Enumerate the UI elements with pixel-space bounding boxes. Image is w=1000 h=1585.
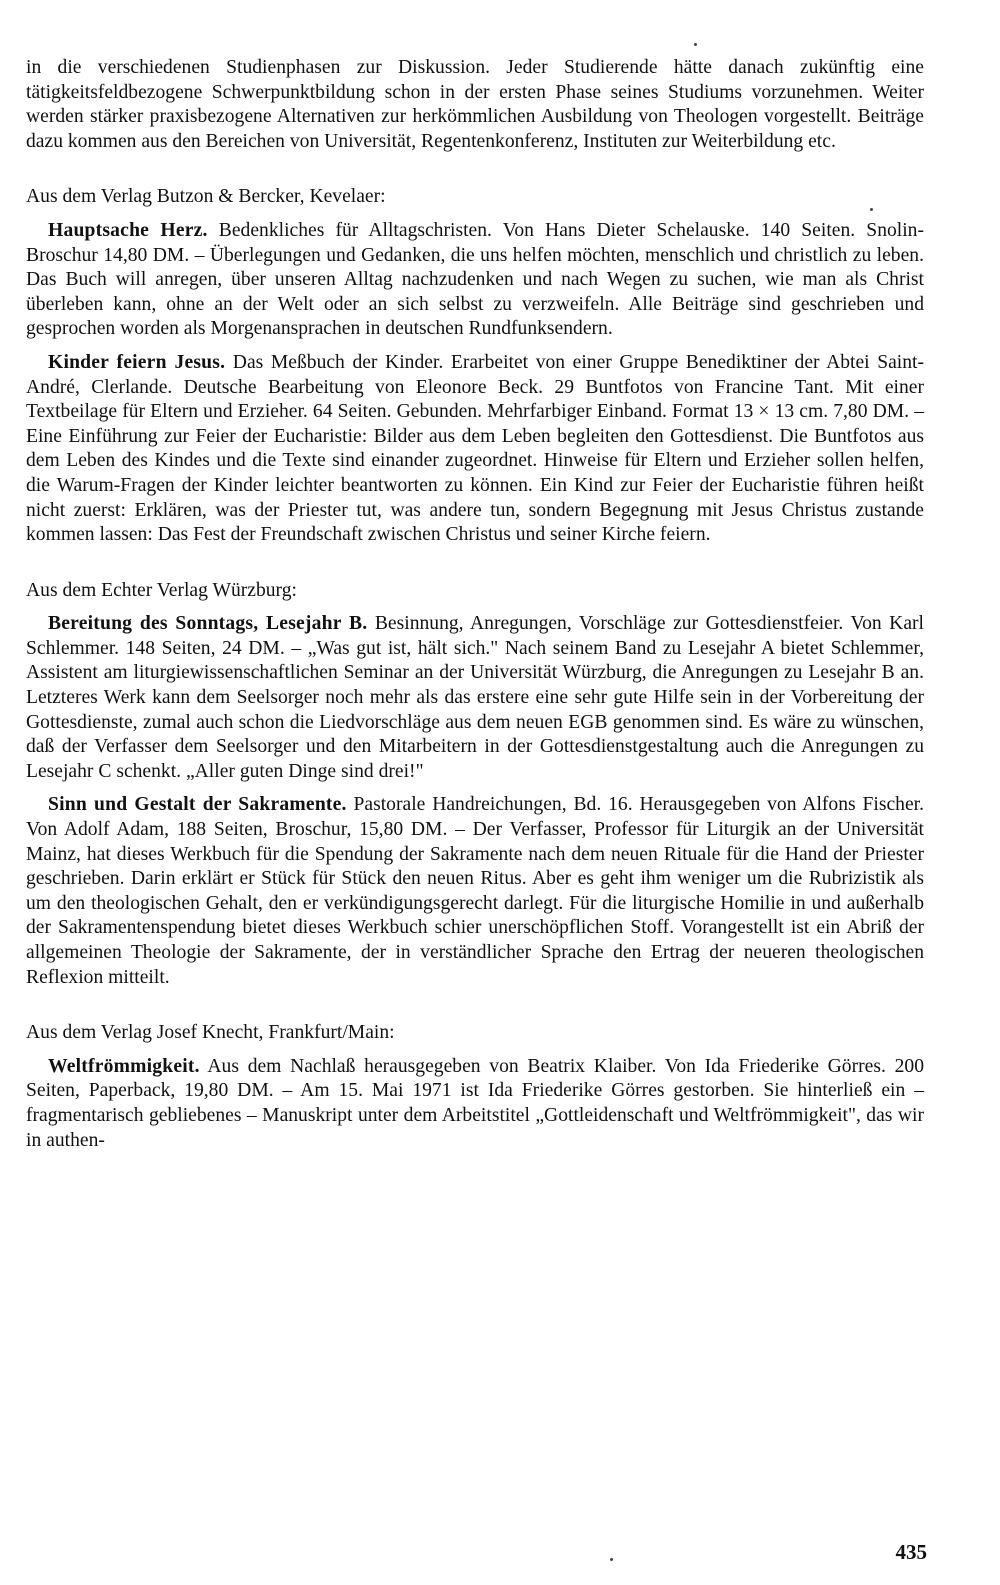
scan-speck — [610, 1558, 613, 1561]
review-title: Sinn und Gestalt der Sakramente. — [48, 794, 347, 816]
review-body: Pastorale Handreichungen, Bd. 16. Herausgegeben von Alfons Fischer. Von Adolf Adam, 188 Seiten, Broschur, 15,80 DM. – Der Verfasser, Professor für Liturgik an der Universität Mainz, hat dieses Werkbuch für die Spendung der Sakramente nach dem neuen Rituale für die Hand der Priester geschrieben. Darin erklärt er Stück für Stück den neuen Ritus. Aber es geht ihm weniger um die Rubrizistik als um den theologischen Gehalt, den er verkündigungsgerecht darlegt. Für die liturgische Homilie in und außerhalb der Sakramentenspendung bietet dieses Werkbuch schier unerschöpflichen Stoff. Vorangestellt ist ein Abriß der allgemeinen Theologie der Sakramente, der in verständlicher Sprache den Ertrag der neueren theologischen Reflexion mitteilt. — [26, 794, 925, 988]
publisher-heading-butzon-bercker: Aus dem Verlag Butzon & Bercker, Kevelaer: — [26, 186, 386, 208]
review-title: Hauptsache Herz. — [48, 219, 208, 241]
review-body: Besinnung, Anregungen, Vorschläge zur Gottesdienstfeier. Von Karl Schlemmer. 148 Seiten, 24 DM. – „Was gut ist, hält sich." Nach seinem Band zu Lesejahr A bietet Schlemmer, Assistent am liturgiewissenschaftlichen Seminar an der Universität Würzburg, die Anregungen zu Lesejahr B an. Letzteres Werk kann dem Seelsorger noch mehr als das erstere eine sehr gute Hilfe sein in der Vorbereitung der Gottesdienste, zumal auch schon die Liedvorschläge aus dem neuen EGB genommen sind. Es wäre zu wünschen, daß der Verfasser dem Seelsorger und den Mitarbeitern in der Gottesdienstgestaltung auch die Anregungen zu Lesejahr C schenkt. „Aller guten Dinge sind drei!" — [26, 613, 924, 782]
page-number: 435 — [895, 1540, 927, 1564]
review-sinn-und-gestalt — [26, 793, 924, 990]
review-body: Das Meßbuch der Kinder. Erarbeitet von einer Gruppe Benediktiner der Abtei Saint-André, Clerlande. Deutsche Bearbeitung von Eleonore Beck. 29 Buntfotos von Francine Tant. Mit einer Textbeilage für Eltern und Erzieher. 64 Seiten. Gebunden. Mehrfarbiger Einband. Format 13 × 13 cm. 7,80 DM. – Eine Einführung zur Feier der Eucharistie: Bilder aus dem Leben begleiten den Gottesdienst. Die Buntfotos aus dem Leben des Kindes und die Texte sind einander zugeordnet. Hinweise für Eltern und Erzieher sollen helfen, die Warum-Fragen der Kinder leichter beantworten zu können. Ein Kind zur Feier der Eucharistie führen heißt nicht zuerst: Erklären, was der Priester tut, was andere tun, sondern Begegnung mit Jesus Christus zustande kommen lassen: Das Fest der Freundschaft zwischen Christus und seiner Kirche feiern. — [26, 351, 925, 546]
review-body: Bedenkliches für Alltagschristen. Von Hans Dieter Schelauske. 140 Seiten. Snolin-Broschur 14,80 DM. – Überlegungen und Gedanken, die uns helfen möchten, menschlich und christlich zu leben. Das Buch will anregen, über unseren Alltag nachzudenken und nach Wegen zu suchen, wie man als Christ überleben kann, ohne an der Welt oder an sich selbst zu verzweifeln. Alle Beiträge sind geschrieben und gesprochen worden als Morgenansprachen in deutschen Rundfunksendern. — [26, 219, 924, 340]
review-title: Bereitung des Sonntags, Lesejahr B. — [48, 613, 368, 635]
publisher-heading-echter: Aus dem Echter Verlag Würzburg: — [26, 579, 297, 601]
scan-speck — [694, 43, 697, 46]
document-page — [26, 56, 924, 1153]
review-body: Aus dem Nachlaß herausgegeben von Beatrix Klaiber. Von Ida Friederike Görres. 200 Seiten, Paperback, 19,80 DM. – Am 15. Mai 1971 ist Ida Friederike Görres gestorben. Sie hinterließ ein – fragmentarisch gebliebenes – Manuskript unter dem Arbeitstitel „Gottleidenschaft und Weltfrömmigkeit", das wir in authen- — [26, 1055, 924, 1151]
review-weltfroemmigkeit — [26, 1055, 924, 1153]
intro-paragraph: in die verschiedenen Studienphasen zur Diskussion. Jeder Studierende hätte danach zukünftig eine tätigkeitsfeldbezogene Schwerpunktbildung schon in der ersten Phase seines Studiums vorzunehmen. Weiter werden stärker praxisbezogene Alternativen zur herkömmlichen Ausbildung von Theologen vorgestellt. Beiträge dazu kommen aus den Bereichen von Universität, Regentenkonferenz, Instituten zur Weiterbildung etc. — [26, 57, 924, 152]
review-title: Weltfrömmigkeit. — [48, 1055, 200, 1077]
scan-speck — [870, 208, 873, 211]
review-hauptsache-herz — [26, 219, 924, 342]
publisher-heading-knecht: Aus dem Verlag Josef Knecht, Frankfurt/Main: — [26, 1022, 395, 1044]
review-kinder-feiern-jesus — [26, 351, 924, 548]
review-bereitung-des-sonntags — [26, 612, 924, 784]
review-title: Kinder feiern Jesus. — [48, 351, 226, 373]
